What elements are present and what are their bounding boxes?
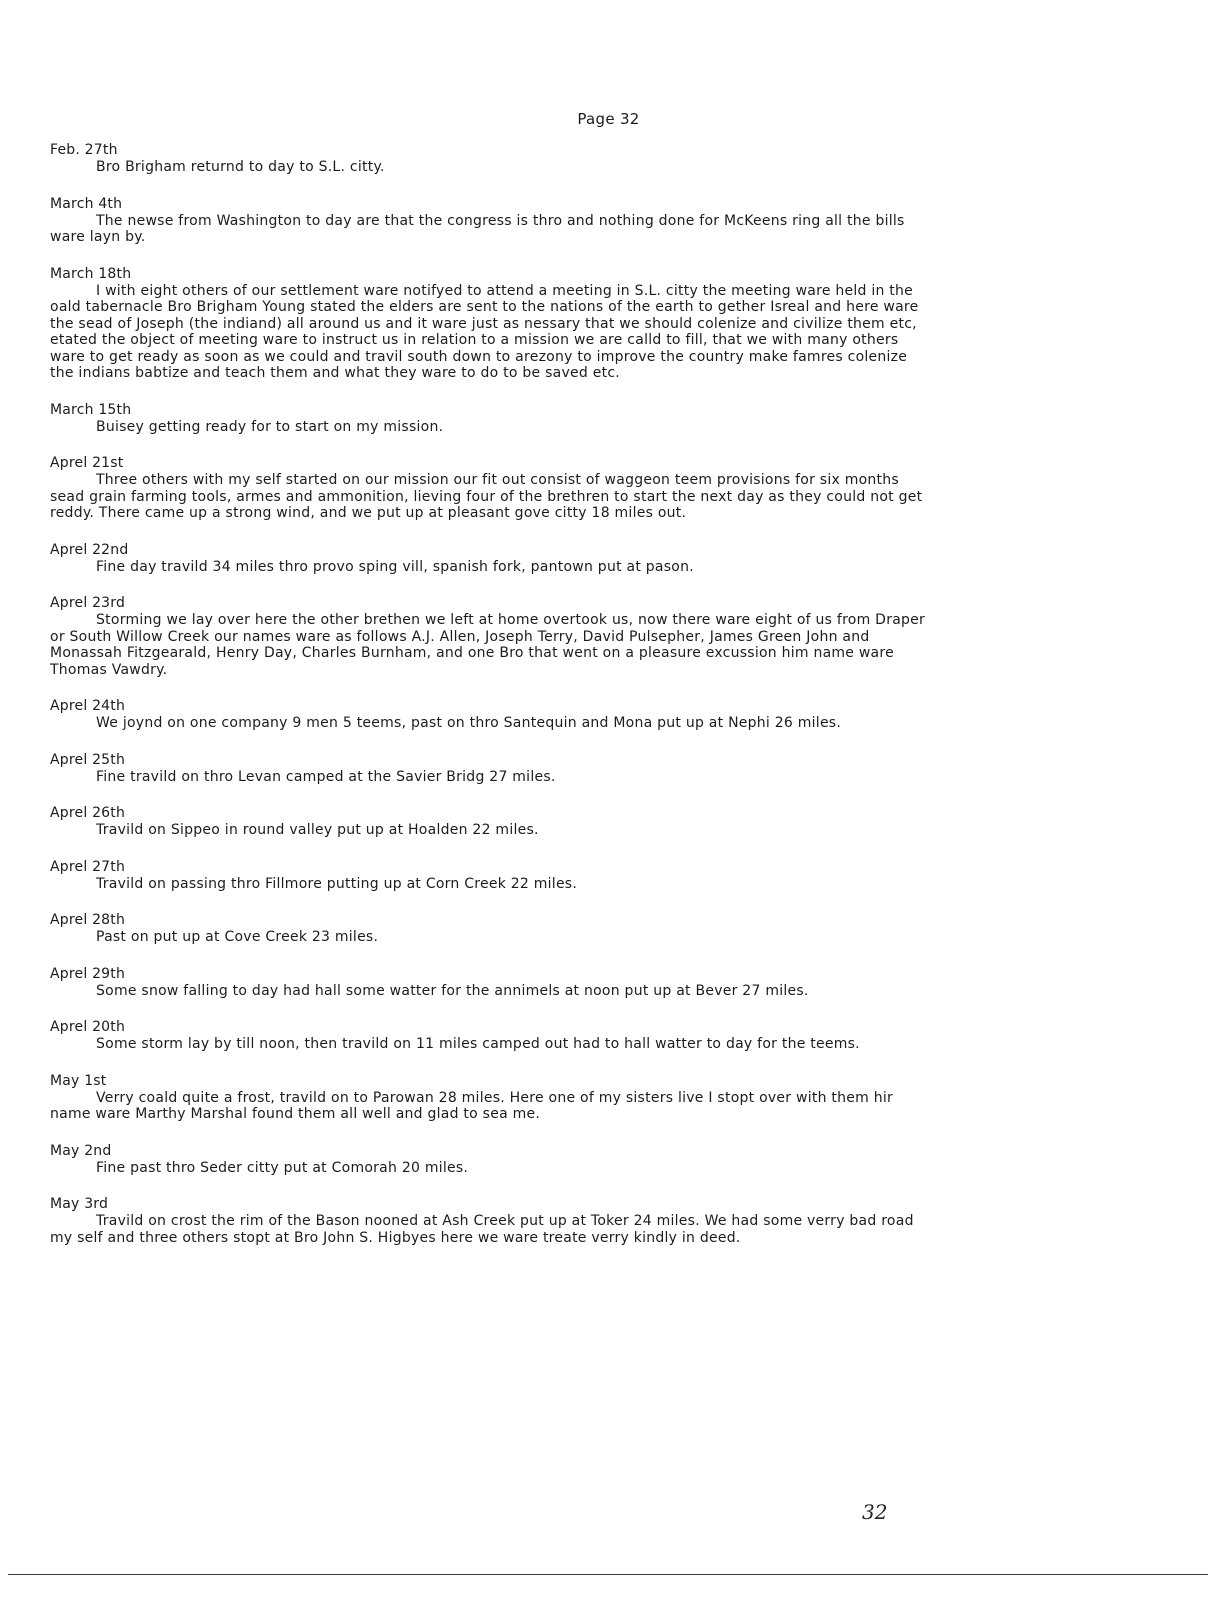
journal-entry <box>50 402 930 436</box>
entry-date: Aprel 26th <box>50 805 126 821</box>
entry-date: Aprel 25th <box>50 751 126 768</box>
journal-entry <box>50 266 930 382</box>
journal-entry <box>50 1019 930 1053</box>
entry-date: Feb. 27th <box>50 142 118 158</box>
entry-text: Past on put up at Cove Creek 23 miles. <box>96 929 379 945</box>
journal-entry <box>50 455 930 522</box>
entry-date: Aprel 21st <box>50 455 124 471</box>
journal-entry <box>50 859 930 893</box>
entry-text: Storming we lay over here the other brethen we left at home overtook us, now there ware eight of us from Draper or South Willow Creek our names ware as follows A.J. Allen, Joseph Terry, David Pulsepher, James Green John and Monassah Fitzgearald, Henry Day, Charles Burnham, and one Bro that went on a pleasure excussion him name ware Thomas Vawdry. <box>50 612 926 678</box>
entry-text: Some storm lay by till noon, then travild on 11 miles camped out had to hall watter to day for the teems. <box>96 1036 860 1052</box>
entry-date: March 15th <box>50 401 132 418</box>
entry-text: Fine past thro Seder citty put at Comorah 20 miles. <box>96 1159 469 1176</box>
entry-date: Aprel 28th <box>50 912 126 928</box>
entry-date: Aprel 23rd <box>50 595 126 611</box>
journal-entry <box>50 805 930 839</box>
entry-text: The newse from Washington to day are that the congress is thro and nothing done for McKeens ring all the bills ware layn by. <box>50 212 905 245</box>
entry-text: Travild on crost the rim of the Bason nooned at Ash Creek put up at Toker 24 miles. We had some verry bad road my self and three others stopt at Bro John S. Higbyes here we ware treate verry kindly in deed. <box>50 1213 914 1246</box>
journal-entry <box>50 1143 930 1177</box>
entry-text: Fine travild on thro Levan camped at the Savier Bridg 27 miles. <box>96 768 556 785</box>
journal-entry <box>50 912 930 946</box>
page-header: Page 32 <box>577 110 640 128</box>
entry-text: Buisey getting ready for to start on my mission. <box>96 418 444 435</box>
entry-date: Aprel 22nd <box>50 541 129 558</box>
journal-entry <box>50 752 930 786</box>
entry-text: I with eight others of our settlement ware notifyed to attend a meeting in S.L. citty the meeting ware held in the oald tabernacle Bro Brigham Young stated the elders are sent to the nations of the earth to gether Isreal and here ware the sead of Joseph (the indiand) all around us and it ware just as nessary that we should colenize and civilize them etc, etated the object of meeting ware to instruct us in relation to a mission we are calld to fill, that we with many others ware to get ready as soon as we could and travil south down to arezony to improve the country make famres colenize the indians babtize and teach them and what they ware to do to be saved etc. <box>50 282 919 381</box>
entry-date: May 1st <box>50 1072 107 1089</box>
journal-entry <box>50 1073 930 1123</box>
entry-date: Aprel 24th <box>50 698 126 714</box>
entry-date: May 3rd <box>50 1196 109 1212</box>
entry-text: Verry coald quite a frost, travild on to Parowan 28 miles. Here one of my sisters live I stopt over with them hir name ware Marthy Marshal found them all well and glad to sea me. <box>50 1089 893 1122</box>
entry-text: Travild on Sippeo in round valley put up at Hoalden 22 miles. <box>96 822 539 838</box>
entry-text: Some snow falling to day had hall some watter for the annimels at noon put up at Bever 27 miles. <box>96 982 809 999</box>
handwritten-page-number: 32 <box>862 1500 888 1524</box>
journal-entry <box>50 1196 930 1246</box>
entry-date: Aprel 27th <box>50 858 126 875</box>
bottom-divider <box>8 1574 1208 1575</box>
entry-date: Aprel 20th <box>50 1019 126 1035</box>
entry-text: We joynd on one company 9 men 5 teems, past on thro Santequin and Mona put up at Nephi 26 miles. <box>96 715 842 731</box>
entry-date: March 18th <box>50 265 132 282</box>
journal-entry <box>50 542 930 576</box>
entry-text: Bro Brigham returnd to day to S.L. citty. <box>96 159 385 175</box>
entry-date: May 2nd <box>50 1142 112 1159</box>
entry-text: Three others with my self started on our mission our fit out consist of waggeon teem provisions for six months sead grain farming tools, armes and ammonition, lieving four of the brethren to start the next day as they could not get reddy. There came up a strong wind, and we put up at pleasant gove citty 18 miles out. <box>50 472 923 521</box>
entry-date: Aprel 29th <box>50 965 126 982</box>
journal-entries <box>50 142 930 1266</box>
journal-entry <box>50 142 930 176</box>
journal-entry <box>50 966 930 1000</box>
journal-entry <box>50 698 930 732</box>
entry-text: Travild on passing thro Fillmore putting up at Corn Creek 22 miles. <box>96 875 578 892</box>
journal-entry <box>50 595 930 678</box>
entry-text: Fine day travild 34 miles thro provo sping vill, spanish fork, pantown put at pason. <box>96 558 694 575</box>
entry-date: March 4th <box>50 195 123 212</box>
journal-entry <box>50 196 930 246</box>
